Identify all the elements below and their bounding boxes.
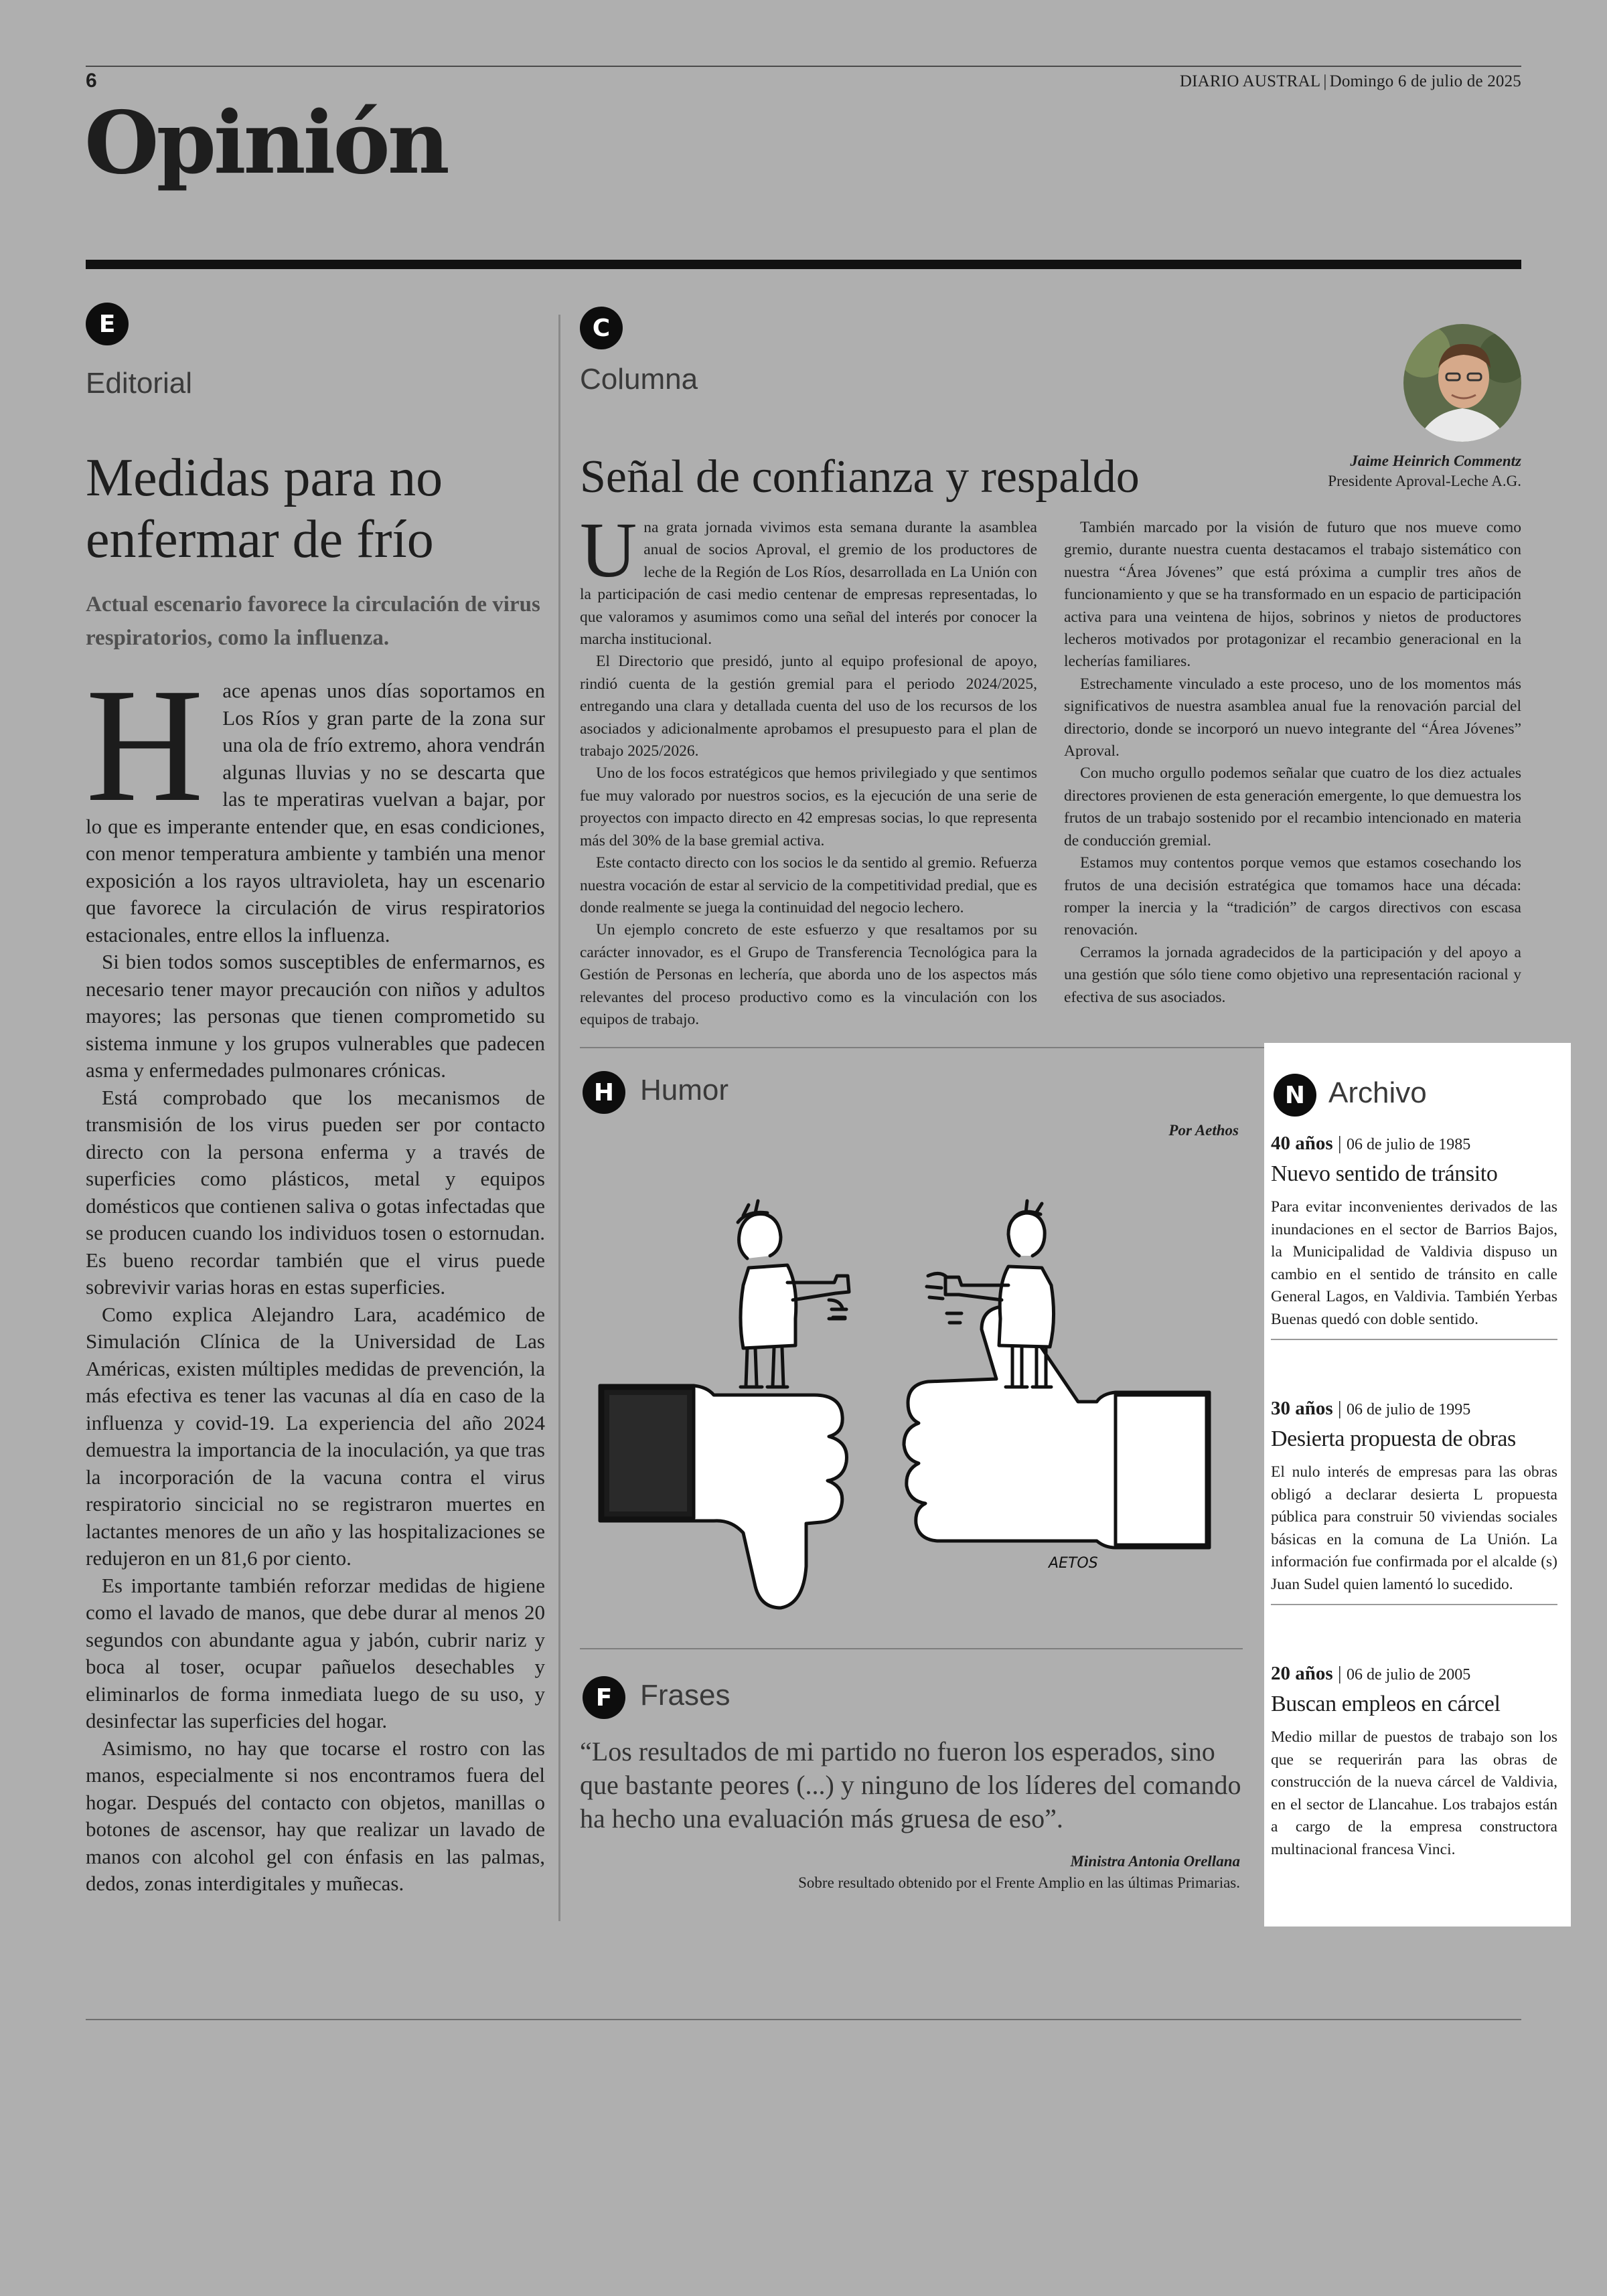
editorial-headline-line-1: Medidas para no — [86, 448, 443, 507]
column-paragraph: También marcado por la visión de futuro que nos mueve como gremio, durante nuestra cuenta destacamos el trabajo sistemático con nuestra “Área Jóvenes” que está próxima a cumplir tres años de funcionamiento y que se ha transformado en un espacio de participación activa para una veintena de hijos, sobrinos y nietos de productores lecheros motivados por protagonizar el recambio generacional en la lecherías familiares. — [1064, 519, 1521, 671]
archive-item-title: Desierta propuesta de obras — [1271, 1426, 1516, 1451]
editorial-kicker: Editorial — [86, 367, 192, 400]
column-paragraph: na grata jornada vivimos esta semana durante la asamblea anual de socios Aproval, el gremio de los productores de leche de la Región de Los Ríos, desarrollada en La Unión con la participación de casi medio centenar de empresas representadas, lo que valoramos y asumimos como una señal del interés por conocer la marcha institucional. — [580, 519, 1037, 649]
page-number: 6 — [86, 70, 97, 92]
archive-panel — [1264, 1043, 1571, 1926]
masthead: DIARIO AUSTRAL | Domingo 6 de julio de 2025 — [1179, 72, 1521, 90]
column-headline: Señal de confianza y respaldo — [580, 451, 1140, 503]
issue-date: Domingo 6 de julio de 2025 — [1329, 72, 1521, 90]
editorial-paragraph: Asimismo, no hay que tocarse el rostro con las manos, especialmente si nos encontramos fuera del hogar. Después del contacto con objetos, manillas o botones de ascensor, hay que realizar un lavado de manos con alcohol gel con énfasis en las palmas, dedos, zonas interdigitales y muñecas. — [86, 1736, 545, 1895]
editorial-paragraph: Es importante también reforzar medidas de higiene como el lavado de manos, que debe durar al menos 20 segundos con abundante agua y jabón, cubrir nariz y boca al toser, ocupar pañuelos desechables y eliminarlos de forma inmediata luego de su uso, y desinfectar las superficies del hogar. — [86, 1573, 545, 1732]
archive-item-title: Nuevo sentido de tránsito — [1271, 1161, 1498, 1186]
editorial-body — [86, 655, 545, 1898]
column-dropcap: U — [580, 506, 637, 594]
humor-rule — [580, 1648, 1243, 1649]
column-paragraph: Estamos muy contentos porque vemos que estamos cosechando los frutos de una decisión estratégica que tomamos hace una década: romper la inercia y la “tradición” de cargos directivos con escasa renovación. — [1064, 854, 1521, 939]
archive-item-date: 06 de julio de 1985 — [1346, 1136, 1471, 1153]
top-rule — [86, 66, 1521, 67]
archive-item — [1271, 1663, 1557, 1861]
frases-note: Sobre resultado obtenido por el Frente Amplio en las últimas Primarias. — [798, 1874, 1240, 1891]
archive-badge: N — [1274, 1074, 1316, 1117]
archive-item-title: Buscan empleos en cárcel — [1271, 1692, 1501, 1716]
column-paragraph: Estrechamente vinculado a este proceso, uno de los momentos más significativos de nuestra asamblea anual fue la renovación parcial del directorio, donde se incorporó un nuevo integrante del “Área Jóvenes” Aproval. — [1064, 675, 1521, 760]
editorial-headline — [86, 447, 554, 570]
archive-item-years: 20 años — [1271, 1663, 1333, 1684]
bottom-rule — [86, 2019, 1521, 2020]
archive-item-body: El nulo interés de empresas para las obras obligó a declarar desierta L propuesta pública para construir 50 viviendas sociales básicas en la comuna de La Unión. La información fue confirmada por el alcalde (s) Juan Sudel quien lamentó lo sucedido. — [1271, 1463, 1557, 1593]
column-paragraph: Con mucho orgullo podemos señalar que cuatro de los diez actuales directores provienen de esta generación emergente, lo que demuestra los frutos de un trabajo sostenido por el recambio intencionado en materia de conducción gremial. — [1064, 764, 1521, 849]
frases-badge: F — [583, 1676, 625, 1719]
column-paragraph: El Directorio que presidó, junto al equipo profesional de apoyo, rindió cuenta de la gestión gremial para el periodo 2024/2025, entregando una clara y detallada cuenta del uso de los recursos de los asociados y adicionalmente aprobamos el presupuesto para el plan de trabajo 2025/2026. — [580, 653, 1037, 760]
editorial-headline-line-2: enfermar de frío — [86, 510, 434, 569]
humor-badge: H — [583, 1071, 625, 1114]
humor-credit: Por Aethos — [1168, 1122, 1239, 1139]
paper-name: DIARIO AUSTRAL — [1179, 72, 1321, 90]
column-badge: C — [580, 307, 623, 349]
cartoon-signature: AETOS — [1049, 1555, 1098, 1572]
archive-kicker: Archivo — [1328, 1076, 1427, 1109]
editorial-badge: E — [86, 303, 129, 345]
archive-item — [1271, 1398, 1557, 1605]
column-paragraph: Cerramos la jornada agradecidos de la participación y del apoyo a una gestión que sólo tiene como objetivo una representación racional y efectiva de sus asociados. — [1064, 943, 1521, 1006]
author-photo — [1403, 324, 1521, 442]
archive-item-header: 20 años | 06 de julio de 2005 — [1271, 1663, 1471, 1684]
archive-item-date: 06 de julio de 1995 — [1346, 1401, 1471, 1418]
archive-item — [1271, 1133, 1557, 1340]
column-author-name: Jaime Heinrich Commentz — [1350, 453, 1521, 469]
frases-kicker: Frases — [640, 1679, 731, 1712]
archive-item-years: 30 años — [1271, 1398, 1333, 1419]
column-paragraph: Este contacto directo con los socios le da sentido al gremio. Refuerza nuestra vocación de estar al servicio de la competitividad predial, que es donde realmente se juega la continuidad del negocio lechero. — [580, 854, 1037, 916]
humor-kicker: Humor — [640, 1074, 729, 1106]
editorial-subhead: Actual escenario favorece la circulación de virus respiratorios, como la influenza. — [86, 592, 540, 650]
archive-item-body: Medio millar de puestos de trabajo son los que se requerirán para las obras de construcción de la nueva cárcel de Valdivia, en el sector de Llancahue. Los trabajos están a cargo de la empresa constructora multinacional francesa Vinci. — [1271, 1728, 1557, 1858]
column-paragraph: Uno de los focos estratégicos que hemos privilegiado y que sentimos fue muy valorado por nuestros socios, es la ejecución de una serie de proyectos con impacto directo en 42 empresas socias, lo que representa más del 30% de la base gremial activa. — [580, 764, 1037, 849]
column-paragraph: Un ejemplo concreto de este esfuerzo y que resaltamos por su carácter innovador, es el Grupo de Transferencia Tecnológica para la Gestión de Personas en lechería, que aborda uno de los aspectos más relevantes del proceso productivo como es la vinculación con los equipos de trabajo. — [580, 921, 1037, 1028]
column-body — [580, 506, 1521, 1032]
editorial-dropcap: H — [86, 655, 204, 835]
editorial-paragraph: Si bien todos somos susceptibles de enfermarnos, es necesario tener mayor precaución con niños y adultos mayores; las personas que tienen comprometido su sistema inmune y los grupos vulnerables que padecen asma y enfermedades pulmonares crónicas. — [86, 950, 545, 1082]
archive-item-header: 40 años | 06 de julio de 1985 — [1271, 1133, 1471, 1154]
column-kicker: Columna — [580, 363, 698, 396]
archive-item-header: 30 años | 06 de julio de 1995 — [1271, 1398, 1471, 1419]
section-title: Opinión — [84, 93, 447, 193]
section-rule — [86, 260, 1521, 269]
column-author-role: Presidente Aproval-Leche A.G. — [1328, 473, 1521, 489]
archive-item-body: Para evitar inconvenientes derivados de las inundaciones en el sector de Barrios Bajos, la Municipalidad de Valdivia dispuso un cambio en el sentido de tránsito en calle General Lagos, en Valdivia. También Yerbas Buenas quedó con doble sentido. — [1271, 1198, 1557, 1328]
frases-author: Ministra Antonia Orellana — [1070, 1853, 1240, 1870]
editorial-paragraph: ace apenas unos días soportamos en Los Ríos y gran parte de la zona sur una ola de frío extremo, ahora vendrán algunas lluvias y no se descarta que las te mperatiras vuelvan a bajar, por lo que es imperante entender que, en esas condiciones, con menor temperatura ambiente y también una menor exposición a los rayos ultravioleta, hay un escenario que favorece la circulación de virus respiratorios estacionales, entre ellos la influenza. — [86, 679, 545, 947]
editorial-paragraph: Como explica Alejandro Lara, académico de Simulación Clínica de la Universidad de Las Américas, existen múltiples medidas de prevención, la más efectiva es tener las vacunas al día en caso de la influenza y covid-19. La experiencia del año 2024 demuestra la importancia de la inoculación, ya que tras la incorporación de la vacuna contra el virus respiratorio sincicial no se registraron muertes en lactantes menores de un año y las hospitalizaciones se redujeron en un 81,6 por ciento. — [86, 1302, 545, 1570]
column-divider — [558, 315, 560, 1921]
archive-item-rule — [1271, 1604, 1557, 1605]
archive-item-years: 40 años — [1271, 1133, 1333, 1154]
frases-quote: “Los resultados de mi partido no fueron los esperados, sino que bastante peores (...) y ninguno de los líderes del comando ha hecho una evaluación más gruesa de eso”. — [580, 1736, 1241, 1833]
archive-item-date: 06 de julio de 2005 — [1346, 1666, 1471, 1684]
archive-item-rule — [1271, 1339, 1557, 1340]
humor-cartoon — [580, 1125, 1243, 1633]
editorial-paragraph: Está comprobado que los mecanismos de transmisión de los virus pueden ser por contacto directo con la persona enferma y a través de superficies como plásticos, metal y equipos domésticos que contienen saliva o gotas infectadas que se producen cuando los individuos tosen o estornudan. Es bueno recordar también que el virus puede sobrevivir varias horas en estas superficies. — [86, 1085, 545, 1299]
